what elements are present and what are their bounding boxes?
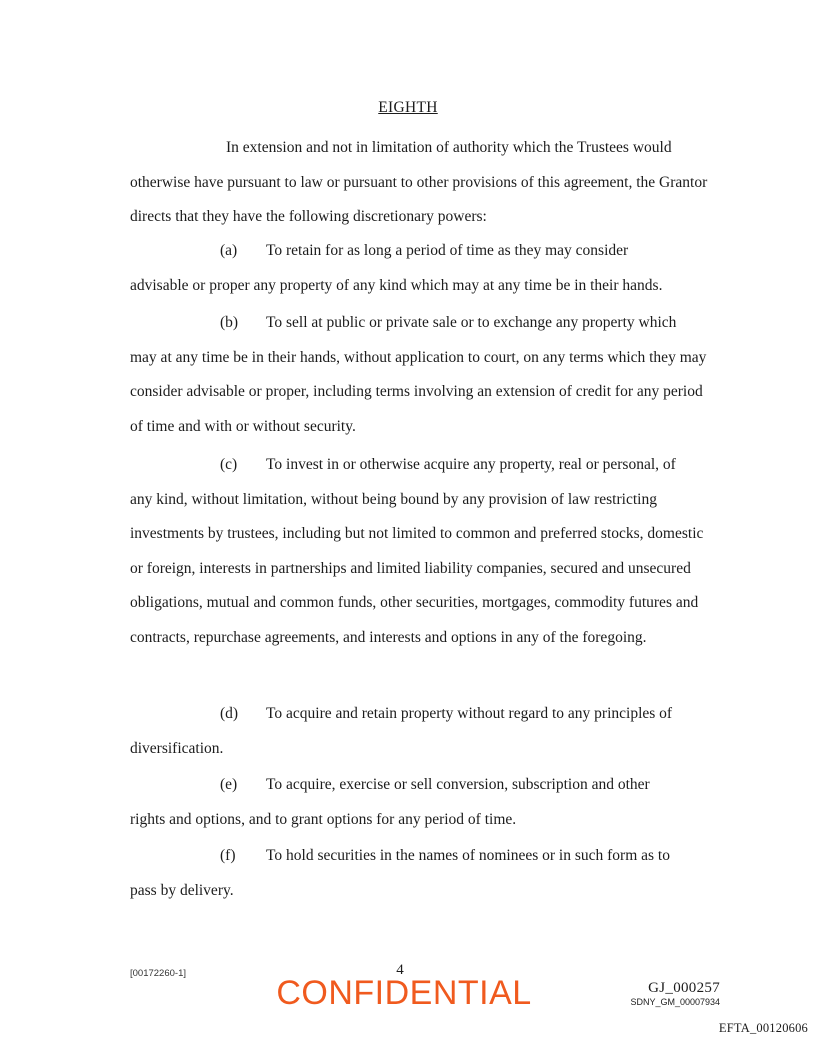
bates-stamp bbox=[630, 980, 720, 1007]
item-label: (f) bbox=[220, 847, 236, 864]
item-first-line: To acquire and retain property without regard to any principles of bbox=[266, 705, 673, 722]
item-rest: pass by delivery. bbox=[130, 881, 234, 899]
item-rest: advisable or proper any property of any kind which may at any time be in their hands. bbox=[130, 276, 663, 294]
bates-sdny: SDNY_GM_00007934 bbox=[630, 997, 720, 1007]
item-first-line: To retain for as long a period of time as they may consider bbox=[266, 242, 629, 259]
item-rest: rights and options, and to grant options for any period of time. bbox=[130, 810, 517, 828]
item-label: (a) bbox=[220, 242, 238, 259]
page-number: 4 bbox=[396, 962, 404, 978]
confidential-stamp: CONFIDENTIAL bbox=[276, 974, 532, 1012]
item-rest: diversification. bbox=[130, 739, 224, 757]
item-first-line: To acquire, exercise or sell conversion, subscription and other bbox=[266, 776, 650, 793]
efta-number: EFTA_00120606 bbox=[718, 1021, 808, 1035]
item-label: (e) bbox=[220, 776, 238, 793]
intro-paragraph bbox=[130, 131, 710, 235]
item-label: (d) bbox=[220, 705, 239, 722]
list-item bbox=[130, 448, 710, 655]
list-item bbox=[130, 768, 710, 837]
item-rest: may at any time be in their hands, without application to court, on any terms which they may consider advisable or proper, including terms involving an extension of credit for any period of time and with or without security. bbox=[130, 348, 707, 435]
item-first-line: To hold securities in the names of nominees or in such form as to bbox=[266, 847, 670, 864]
section-heading: EIGHTH bbox=[378, 99, 438, 116]
item-rest: any kind, without limitation, without being bound by any provision of law restricting investments by trustees, including but not limited to common and preferred stocks, domestic or foreign, interests in partnerships and limited liability companies, secured and unsecured obligations, mutual and common funds, other securities, mortgages, commodity futures and contracts, repurchase agreements, and interests and options in any of the foregoing. bbox=[130, 490, 704, 646]
list-item bbox=[130, 234, 710, 303]
intro-rest: otherwise have pursuant to law or pursuant to other provisions of this agreement, the Grantor directs that they have the following discretionary powers: bbox=[130, 173, 708, 225]
item-first-line: To sell at public or private sale or to exchange any property which bbox=[266, 314, 677, 331]
document-id: [00172260-1] bbox=[130, 968, 186, 979]
item-first-line: To invest in or otherwise acquire any property, real or personal, of bbox=[266, 456, 676, 473]
list-item bbox=[130, 306, 710, 444]
bates-gj: GJ_000257 bbox=[648, 980, 720, 996]
item-label: (b) bbox=[220, 314, 239, 331]
intro-first-line: In extension and not in limitation of authority which the Trustees would bbox=[226, 139, 672, 156]
item-label: (c) bbox=[220, 456, 238, 473]
list-item bbox=[130, 697, 710, 766]
list-item bbox=[130, 839, 710, 908]
